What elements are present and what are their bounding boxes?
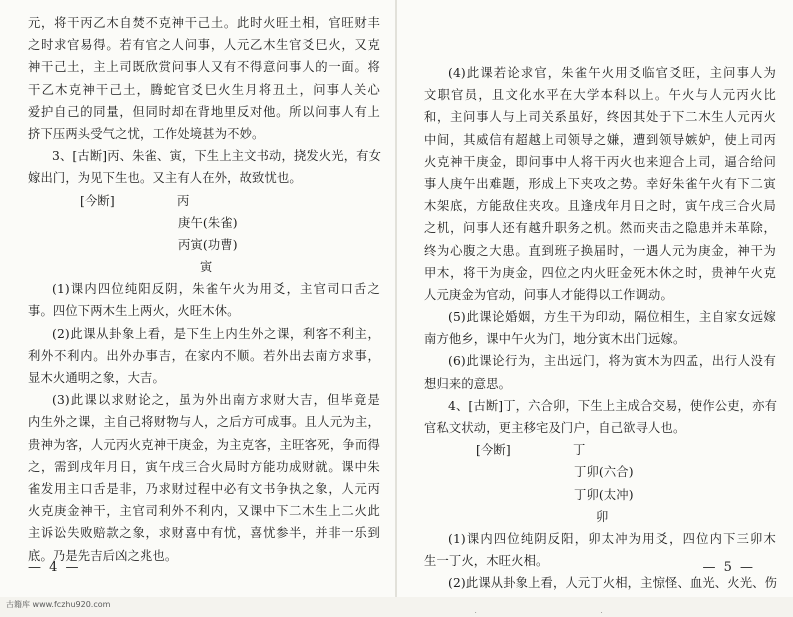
text-line: 终为心腹之大患。直到班子换届时，一遇人元为庚金，神干为 <box>424 243 776 258</box>
text-line: 雀发用主口舌是非，乃求财过程中必有文书争执之象，人元丙 <box>28 481 380 496</box>
gua-line: 丙寅(功曹) <box>178 237 238 252</box>
text-line: (3)此课以求财论之，虽为外出南方求财大吉，但毕竟是 <box>52 393 380 408</box>
left-page <box>0 0 396 597</box>
page-number-left: — 4 — <box>28 560 81 575</box>
text-line: 和，主问事人与上司关系虽好，终因其处于下二木生人元丙火 <box>424 110 776 125</box>
text-line: (6)此课论行为，主出远门，将为寅木为四孟，出行人没有 <box>448 354 776 369</box>
text-line: (2)此课从卦象上看，是下生上内生外之课，利客不利主， <box>52 326 380 341</box>
text-line: 人元庚金为官动，问事人才能得以工作调动。 <box>424 287 673 302</box>
text-line: 4、[古断]丁，六合卯，下生上主成合交易，使作公吏，亦有 <box>448 398 778 413</box>
site-watermark: 古籍库 www.fczhu920.com <box>6 600 111 609</box>
left-page-text <box>28 12 380 567</box>
text-line: 事人庚午出难题，形成上下夹攻之势。幸好朱雀午火有下二寅 <box>424 176 776 191</box>
gua-line: 寅 <box>200 260 213 275</box>
text-line: 事。四位下两木生上两火，火旺木休。 <box>28 304 240 319</box>
text-line: 之时求官易得。若有官之人问事，人元乙木生官爻巳火，又克 <box>28 38 380 53</box>
text-line: 挤下压两头受气之忧，工作处境甚为不妙。 <box>28 126 265 141</box>
text-line: 神干己土，主上司既欣赏问事人又有不得意问事人的一面。将 <box>28 60 380 75</box>
right-page <box>397 0 793 597</box>
text-line: 文职官员，且文化水平在大学本科以上。午火与人元丙火比 <box>424 88 776 103</box>
text-line: 南方他乡，课中午火为门，地分寅木出门远嫁。 <box>424 332 686 347</box>
text-line: 中间，其威信有超越上司领导之嫌，遭到领导嫉妒，使上司丙 <box>424 132 776 147</box>
right-page-text <box>424 62 776 617</box>
page-number-right: — 5 — <box>702 560 755 575</box>
gua-line: 丁卯(太冲) <box>574 487 634 502</box>
gua-line: 庚午(朱雀) <box>178 215 238 230</box>
text-line: (2)此课从卦象上看，人元丁火相，主惊怪、血光、火光、伤 <box>448 576 778 591</box>
text-line: 爱护自己的同量，但同时却在背地里反对他。所以问事人有上 <box>28 104 380 119</box>
text-line: (4)此课若论求官，朱雀午火用爻临官爻旺，主问事人为 <box>448 66 776 80</box>
text-line: 底。乃是先吉后凶之兆也。 <box>28 548 178 563</box>
text-line: 利外不利内。出外办事吉，在家内不顺。若外出去南方求事， <box>28 348 380 363</box>
text-line: 嫁出门，为见下生也。又主有人在外，故致忧也。 <box>28 171 302 186</box>
text-line: 之，需到戌年月日，寅午戌三合火局时方能功成财就。课中朱 <box>28 459 380 474</box>
footer-bar <box>0 597 793 612</box>
modern-judgment-header: [今断] 丁 <box>476 443 586 458</box>
gua-line: 丁卯(六合) <box>574 465 634 480</box>
gua-line: 卯 <box>596 509 609 524</box>
text-line: (1)课内四位纯阴反阳，卯太冲为用爻，四位内下三卯木 <box>448 531 776 546</box>
text-line: 3、[古断]丙、朱雀、寅，下生上主文书动，挠发火光，有女 <box>52 149 382 164</box>
text-line: 主诉讼失败赔款之象，求财喜中有忧，喜忧参半，并非一乐到 <box>28 526 380 541</box>
text-line: 甲木，将干为庚金，四位之内火旺金死木休之时，贵神午火克 <box>424 265 776 280</box>
text-line: 火克神干庚金，即问事中人将干丙火也来迎合上司，逼合给问 <box>424 154 776 169</box>
modern-judgment-header: [今断] 丙 <box>80 193 190 208</box>
text-line: (1)课内四位纯阳反阴，朱雀午火为用爻，主官司口舌之 <box>52 282 380 297</box>
text-line: 火克庚金神干，主官司利外不利内，又课中下二木生上二火此 <box>28 504 380 519</box>
text-line: 干乙木克神干己土，腾蛇官爻巳火生月将丑土，问事人关心 <box>28 82 380 97</box>
text-line: 显木火通明之象，大吉。 <box>28 371 165 385</box>
text-line: 生一丁火，木旺火相。 <box>424 554 549 569</box>
text-line: 内生外之课，主自己将财物与人，之后方可成事。且人元为主， <box>28 415 380 430</box>
text-line: 贵神为客，人元丙火克神干庚金，为主克客，主旺客死，争而得 <box>28 437 380 452</box>
text-line: 元，将干丙乙木自焚不克神干己土。此时火旺土相，官旺财丰 <box>28 16 380 30</box>
text-line: 之机，问事人还有越升职务之机。然而夹击之隐患并未革除， <box>424 221 776 236</box>
text-line: 官私文状动，更主移宅及门户，自己欲寻人也。 <box>424 421 686 435</box>
text-line: 想归来的意思。 <box>424 376 512 391</box>
text-line: (5)此课论婚姻，方生干为印动，隔位相生，主自家女远嫁 <box>448 310 776 325</box>
text-line: 木架底，方能敌住夹攻。且逢戌年月日之时，寅午戌三合火局 <box>424 199 776 214</box>
